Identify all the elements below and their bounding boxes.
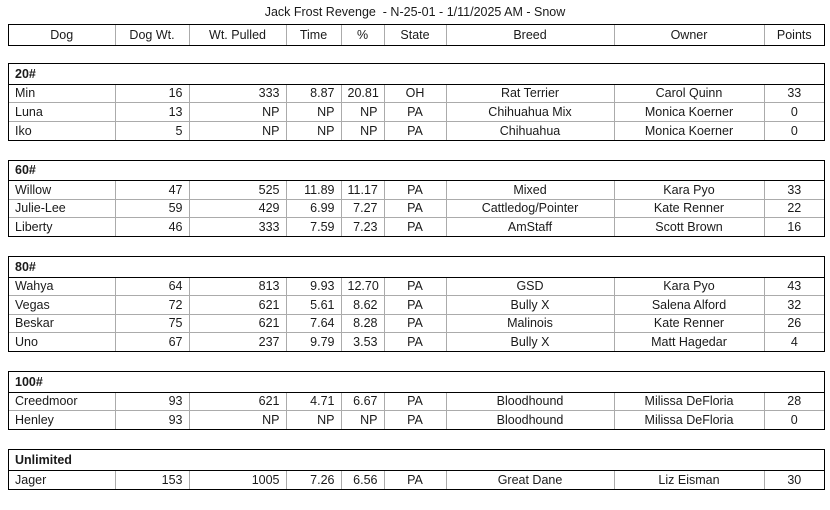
cell-state: PA (384, 314, 446, 333)
cell-wt-pulled: 813 (189, 277, 286, 296)
cell-pct: 6.56 (341, 470, 384, 489)
cell-dog: Jager (9, 470, 115, 489)
weight-class-sections (0, 63, 830, 490)
cell-time: 7.26 (286, 470, 341, 489)
cell-time: 8.87 (286, 84, 341, 103)
cell-pct: NP (341, 103, 384, 122)
cell-points: 0 (790, 123, 798, 138)
table-row (9, 411, 824, 430)
cell-time: 4.71 (286, 392, 341, 411)
weight-class-label: Unlimited (9, 450, 824, 470)
cell-owner: Milissa DeFloria (614, 392, 764, 411)
cell-breed: Great Dane (446, 470, 614, 489)
table-row (9, 181, 824, 200)
cell-dog: Henley (9, 411, 115, 430)
cell-breed: Chihuahua (446, 121, 614, 140)
cell-dog: Beskar (9, 314, 115, 333)
cell-dog-wt: 5 (115, 121, 189, 140)
cell-breed: Bloodhound (446, 411, 614, 430)
cell-time: 9.79 (286, 333, 341, 352)
cell-points: 33 (764, 181, 824, 200)
column-header-section (8, 24, 825, 46)
cell-dog: Creedmoor (9, 392, 115, 411)
cell-owner: Kate Renner (614, 314, 764, 333)
cell-state: PA (384, 470, 446, 489)
cell-wt-pulled: 621 (189, 296, 286, 315)
cell-time: 5.61 (286, 296, 341, 315)
cell-points: 30 (787, 472, 802, 487)
cell-dog-wt: 153 (115, 470, 189, 489)
cell-wt-pulled: 333 (189, 218, 286, 237)
cell-owner: Kara Pyo (614, 181, 764, 200)
cell-dog: Iko (9, 121, 115, 140)
column-header-row (9, 25, 824, 45)
cell-owner: Salena Alford (614, 296, 764, 315)
cell-pct: 7.23 (341, 218, 384, 237)
cell-dog-wt: 47 (115, 181, 189, 200)
cell-breed: Chihuahua Mix (446, 103, 614, 122)
cell-wt-pulled: 429 (189, 199, 286, 218)
cell-wt-pulled: NP (189, 411, 286, 430)
cell-pct: NP (341, 121, 384, 140)
cell-wt-pulled: 237 (189, 333, 286, 352)
cell-breed: GSD (446, 277, 614, 296)
cell-dog-wt: 13 (115, 103, 189, 122)
cell-breed: Mixed (446, 181, 614, 200)
table-row (9, 333, 824, 352)
cell-time: 9.93 (286, 277, 341, 296)
cell-breed: Bully X (446, 333, 614, 352)
cell-wt-pulled: 525 (189, 181, 286, 200)
cell-time: 11.89 (286, 181, 341, 200)
cell-state: PA (384, 218, 446, 237)
table-row (9, 121, 824, 140)
page-title: Jack Frost Revenge - N-25-01 - 1/11/2025 AM - Snow (264, 5, 566, 19)
cell-dog: Wahya (9, 277, 115, 296)
cell-owner: Carol Quinn (614, 84, 764, 103)
weight-class-header-row (9, 450, 824, 470)
table-row (9, 392, 824, 411)
table-row (9, 296, 824, 315)
column-header-time: Time (286, 25, 341, 45)
cell-state: PA (384, 277, 446, 296)
weight-class-section (8, 449, 825, 490)
cell-breed: Malinois (446, 314, 614, 333)
cell-owner: Monica Koerner (614, 103, 764, 122)
cell-points: 32 (764, 296, 824, 315)
cell-dog-wt: 64 (115, 277, 189, 296)
cell-points: 28 (764, 392, 824, 411)
cell-state: OH (384, 84, 446, 103)
cell-state: PA (384, 121, 446, 140)
table-row (9, 470, 824, 489)
weight-class-section (8, 256, 825, 352)
table-row (9, 84, 824, 103)
cell-dog: Min (9, 84, 115, 103)
column-header-owner: Owner (614, 25, 764, 45)
weight-class-section (8, 160, 825, 238)
weight-class-header-row (9, 64, 824, 84)
weight-class-table (9, 372, 824, 429)
column-header-dog: Dog (9, 25, 115, 45)
weight-class-section (8, 371, 825, 430)
table-row (9, 199, 824, 218)
cell-dog-wt: 67 (115, 333, 189, 352)
table-row (9, 277, 824, 296)
column-header-points: Points (776, 28, 812, 42)
cell-dog: Liberty (9, 218, 115, 237)
weight-class-label: 20# (9, 64, 824, 84)
cell-pct: 8.62 (341, 296, 384, 315)
column-header-state: State (384, 25, 446, 45)
weight-class-table (9, 64, 824, 140)
column-header-breed: Breed (446, 25, 614, 45)
cell-breed: Rat Terrier (446, 84, 614, 103)
cell-state: PA (384, 103, 446, 122)
cell-points: 43 (764, 277, 824, 296)
cell-dog-wt: 75 (115, 314, 189, 333)
cell-dog-wt: 93 (115, 392, 189, 411)
cell-time: NP (286, 411, 341, 430)
cell-pct: 12.70 (341, 277, 384, 296)
weight-class-header-row (9, 161, 824, 181)
cell-pct: 3.53 (341, 333, 384, 352)
cell-wt-pulled: 333 (189, 84, 286, 103)
cell-points: 4 (790, 335, 798, 349)
cell-owner: Milissa DeFloria (614, 411, 764, 430)
cell-wt-pulled: 621 (189, 392, 286, 411)
column-header-wt-pulled: Wt. Pulled (189, 25, 286, 45)
cell-breed: Bully X (446, 296, 614, 315)
weight-class-section (8, 63, 825, 141)
cell-owner: Monica Koerner (614, 121, 764, 140)
cell-pct: 7.27 (341, 199, 384, 218)
cell-dog-wt: 72 (115, 296, 189, 315)
cell-pct: 6.67 (341, 392, 384, 411)
cell-wt-pulled: 621 (189, 314, 286, 333)
column-header-pct: % (341, 25, 384, 45)
cell-points: 33 (764, 84, 824, 103)
cell-breed: Cattledog/Pointer (446, 199, 614, 218)
weight-class-label: 100# (9, 372, 824, 392)
cell-pct: 8.28 (341, 314, 384, 333)
cell-owner: Kate Renner (614, 199, 764, 218)
weight-class-header-row (9, 372, 824, 392)
cell-state: PA (384, 392, 446, 411)
cell-pct: NP (341, 411, 384, 430)
table-row (9, 103, 824, 122)
cell-time: 6.99 (286, 199, 341, 218)
cell-owner: Scott Brown (614, 218, 764, 237)
cell-dog-wt: 16 (115, 84, 189, 103)
table-row (9, 218, 824, 237)
cell-points: 22 (764, 199, 824, 218)
cell-dog: Luna (9, 103, 115, 122)
cell-points: 26 (764, 314, 824, 333)
cell-dog: Julie-Lee (9, 199, 115, 218)
cell-points: 16 (787, 220, 802, 234)
cell-pct: 11.17 (341, 181, 384, 200)
cell-breed: AmStaff (446, 218, 614, 237)
cell-time: 7.64 (286, 314, 341, 333)
weight-class-table (9, 450, 824, 489)
cell-dog: Vegas (9, 296, 115, 315)
cell-dog-wt: 59 (115, 199, 189, 218)
weight-class-label: 80# (9, 257, 824, 277)
cell-owner: Matt Hagedar (614, 333, 764, 352)
weight-class-label: 60# (9, 161, 824, 181)
cell-time: NP (286, 121, 341, 140)
cell-points: 0 (790, 413, 798, 427)
cell-points: 0 (764, 103, 824, 122)
cell-owner: Liz Eisman (614, 470, 764, 489)
cell-state: PA (384, 411, 446, 430)
cell-breed: Bloodhound (446, 392, 614, 411)
cell-dog: Willow (9, 181, 115, 200)
cell-dog: Uno (9, 333, 115, 352)
weight-class-header-row (9, 257, 824, 277)
cell-time: NP (286, 103, 341, 122)
weight-class-table (9, 257, 824, 351)
cell-dog-wt: 46 (115, 218, 189, 237)
cell-time: 7.59 (286, 218, 341, 237)
cell-owner: Kara Pyo (614, 277, 764, 296)
cell-state: PA (384, 181, 446, 200)
weight-class-table (9, 161, 824, 237)
cell-wt-pulled: NP (189, 103, 286, 122)
cell-wt-pulled: 1005 (189, 470, 286, 489)
cell-state: PA (384, 333, 446, 352)
table-row (9, 314, 824, 333)
cell-dog-wt: 93 (115, 411, 189, 430)
cell-pct: 20.81 (341, 84, 384, 103)
cell-state: PA (384, 296, 446, 315)
cell-wt-pulled: NP (189, 121, 286, 140)
cell-state: PA (384, 199, 446, 218)
column-header-dog-wt: Dog Wt. (115, 25, 189, 45)
column-header-table (9, 25, 824, 45)
